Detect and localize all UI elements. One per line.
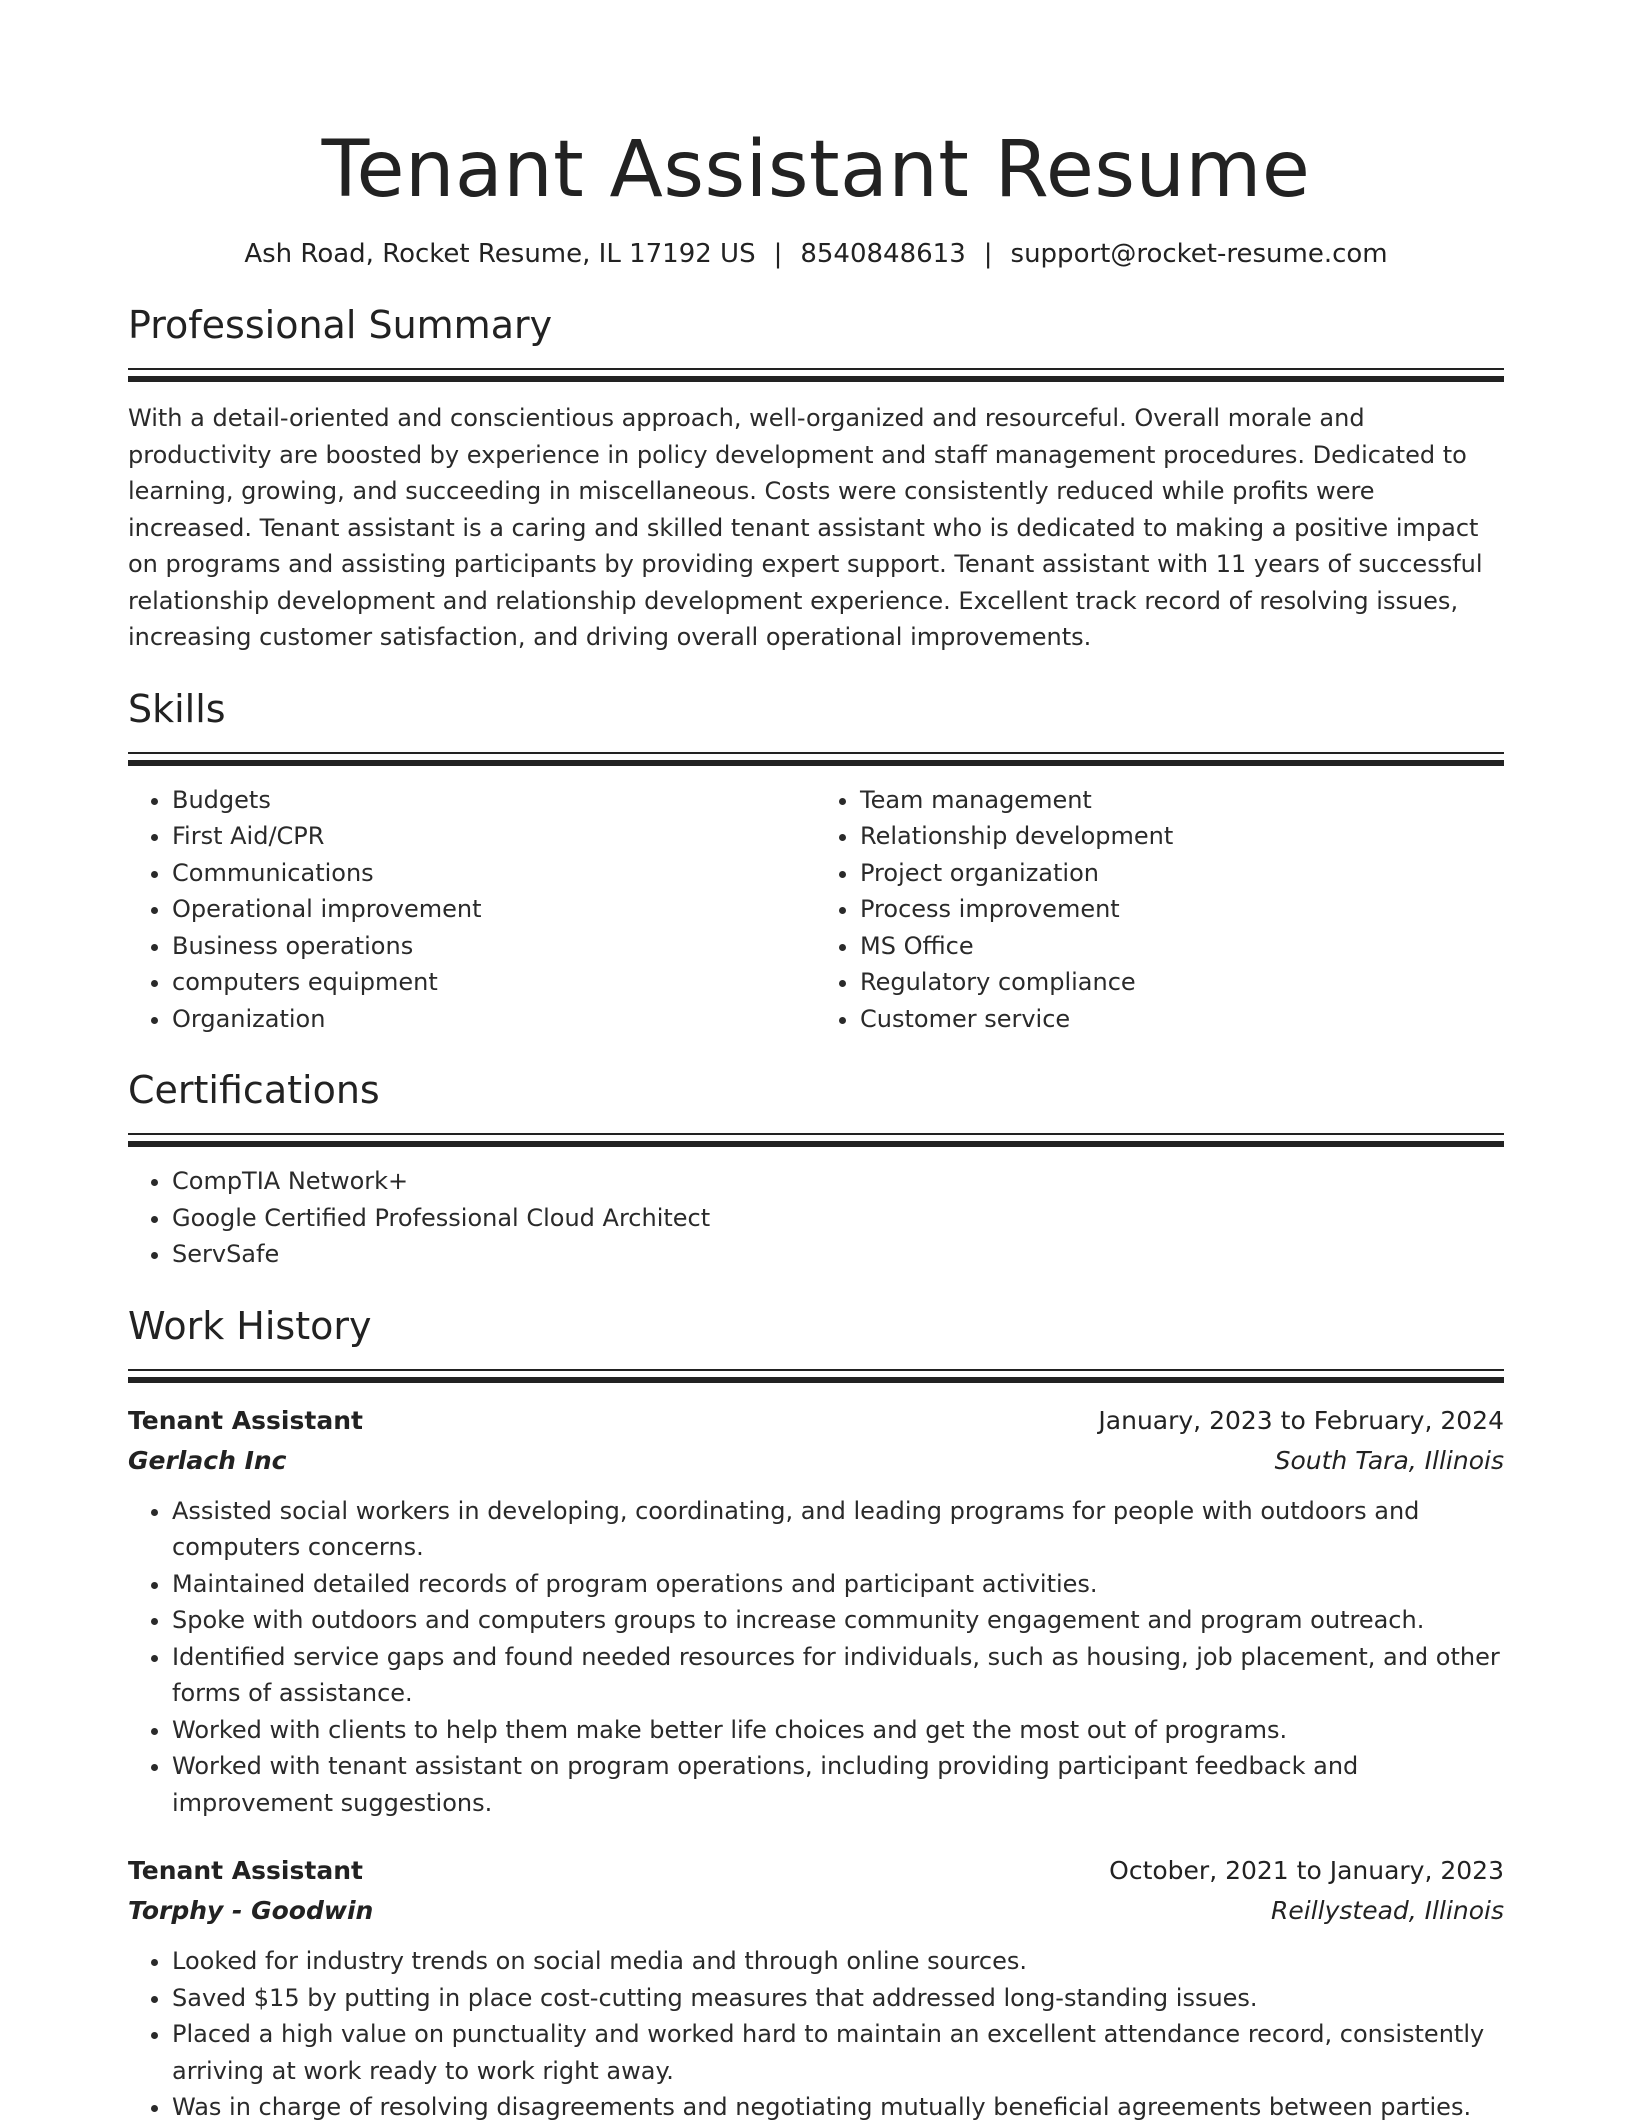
job-title: Tenant Assistant — [128, 1856, 363, 1885]
job-bullets — [128, 1493, 1504, 1822]
skill-item: • Business operations — [172, 928, 816, 965]
job-bullet: • Identified service gaps and found needed resources for individuals, such as housing, job placement, and other forms of assistance. — [172, 1639, 1504, 1712]
skill-item: • Regulatory compliance — [860, 964, 1504, 1001]
skill-item: • Team management — [860, 782, 1504, 819]
job-bullet: • Saved $15 by putting in place cost-cutting measures that addressed long-standing issues. — [172, 1980, 1504, 2017]
section-divider-thick — [128, 1377, 1504, 1383]
summary-text: With a detail-oriented and conscientious approach, well-organized and resourceful. Overall morale and productivity are boosted by experience in policy development and staff management procedures. Dedicated to learning, growing, and succeeding in miscellaneous. Costs were consistently reduced while profits were increased. Tenant assistant is a caring and skilled tenant assistant who is dedicated to making a positive impact on programs and assisting participants by providing expert support. Tenant assistant with 11 years of successful relationship development and relationship development experience. Excellent track record of resolving issues, increasing customer satisfaction, and driving overall operational improvements. — [128, 404, 1483, 651]
job-bullet: • Maintained detailed records of program operations and participant activities. — [172, 1566, 1504, 1603]
job-company-row — [128, 1891, 1504, 1931]
skill-item: • Budgets — [172, 782, 816, 819]
summary-section — [128, 300, 1504, 656]
contact-separator: | — [773, 239, 783, 269]
job-company: Torphy - Goodwin — [128, 1896, 374, 1925]
section-divider-thick — [128, 376, 1504, 382]
job-bullets — [128, 1943, 1504, 2126]
job-bullet: • Worked with clients to help them make better life choices and get the most out of programs. — [172, 1712, 1504, 1749]
work-history-section — [128, 1301, 1504, 2126]
job-dates: October, 2021 to January, 2023 — [1109, 1856, 1504, 1885]
job-bullet: • Spoke with outdoors and computers groups to increase community engagement and program outreach. — [172, 1602, 1504, 1639]
section-divider — [128, 752, 1504, 754]
job-bullet: • Looked for industry trends on social media and through online sources. — [172, 1943, 1504, 1980]
resume-title: Tenant Assistant Resume — [321, 125, 1311, 215]
contact-address: Ash Road, Rocket Resume, IL 17192 US — [244, 239, 756, 269]
section-divider-thick — [128, 1141, 1504, 1147]
skills-grid — [128, 766, 1504, 1038]
summary-heading: Professional Summary — [128, 303, 553, 347]
skill-item: • Operational improvement — [172, 891, 816, 928]
job-entry — [128, 1401, 1504, 1822]
job-bullet: • Was in charge of resolving disagreements and negotiating mutually beneficial agreements between parties. — [172, 2089, 1504, 2126]
certification-item: • CompTIA Network+ — [172, 1163, 1504, 1200]
section-divider — [128, 1369, 1504, 1371]
job-dates: January, 2023 to February, 2024 — [1098, 1405, 1504, 1435]
job-header-row — [128, 1851, 1504, 1891]
skill-item: • First Aid/CPR — [172, 818, 816, 855]
skill-item: • Organization — [172, 1001, 816, 1038]
section-divider — [128, 1133, 1504, 1135]
certifications-heading: Certifications — [128, 1068, 380, 1112]
contact-email: support@rocket-resume.com — [1010, 239, 1388, 269]
job-bullet: • Assisted social workers in developing, coordinating, and leading programs for people with outdoors and computers concerns. — [172, 1493, 1504, 1566]
job-bullet: • Placed a high value on punctuality and worked hard to maintain an excellent attendance record, consistently arriving at work ready to work right away. — [172, 2016, 1504, 2089]
skills-list-right — [816, 782, 1504, 1038]
certifications-section — [128, 1065, 1504, 1273]
job-bullet: • Worked with tenant assistant on program operations, including providing participant feedback and improvement suggestions. — [172, 1748, 1504, 1821]
skill-item: • Process improvement — [860, 891, 1504, 928]
job-location: South Tara, Illinois — [1274, 1445, 1504, 1475]
skill-item: • MS Office — [860, 928, 1504, 965]
contact-separator: | — [983, 239, 993, 269]
skills-section — [128, 684, 1504, 1038]
skills-heading: Skills — [128, 686, 226, 731]
skill-item: • Communications — [172, 855, 816, 892]
job-location: Reillystead, Illinois — [1271, 1896, 1504, 1925]
job-title: Tenant Assistant — [128, 1405, 363, 1435]
job-entry — [128, 1851, 1504, 2126]
certifications-list — [128, 1163, 1504, 1273]
contact-line — [128, 236, 1504, 272]
skills-list-left — [128, 782, 816, 1038]
skill-item: • computers equipment — [172, 964, 816, 1001]
certification-item: • ServSafe — [172, 1236, 1504, 1273]
skill-item: • Customer service — [860, 1001, 1504, 1038]
section-divider — [128, 368, 1504, 370]
job-company: Gerlach Inc — [128, 1445, 287, 1475]
job-header-row — [128, 1401, 1504, 1441]
skill-item: • Relationship development — [860, 818, 1504, 855]
certification-item: • Google Certified Professional Cloud Architect — [172, 1200, 1504, 1237]
skill-item: • Project organization — [860, 855, 1504, 892]
work-history-heading: Work History — [128, 1303, 372, 1348]
contact-phone: 8540848613 — [800, 239, 966, 269]
job-company-row — [128, 1441, 1504, 1481]
